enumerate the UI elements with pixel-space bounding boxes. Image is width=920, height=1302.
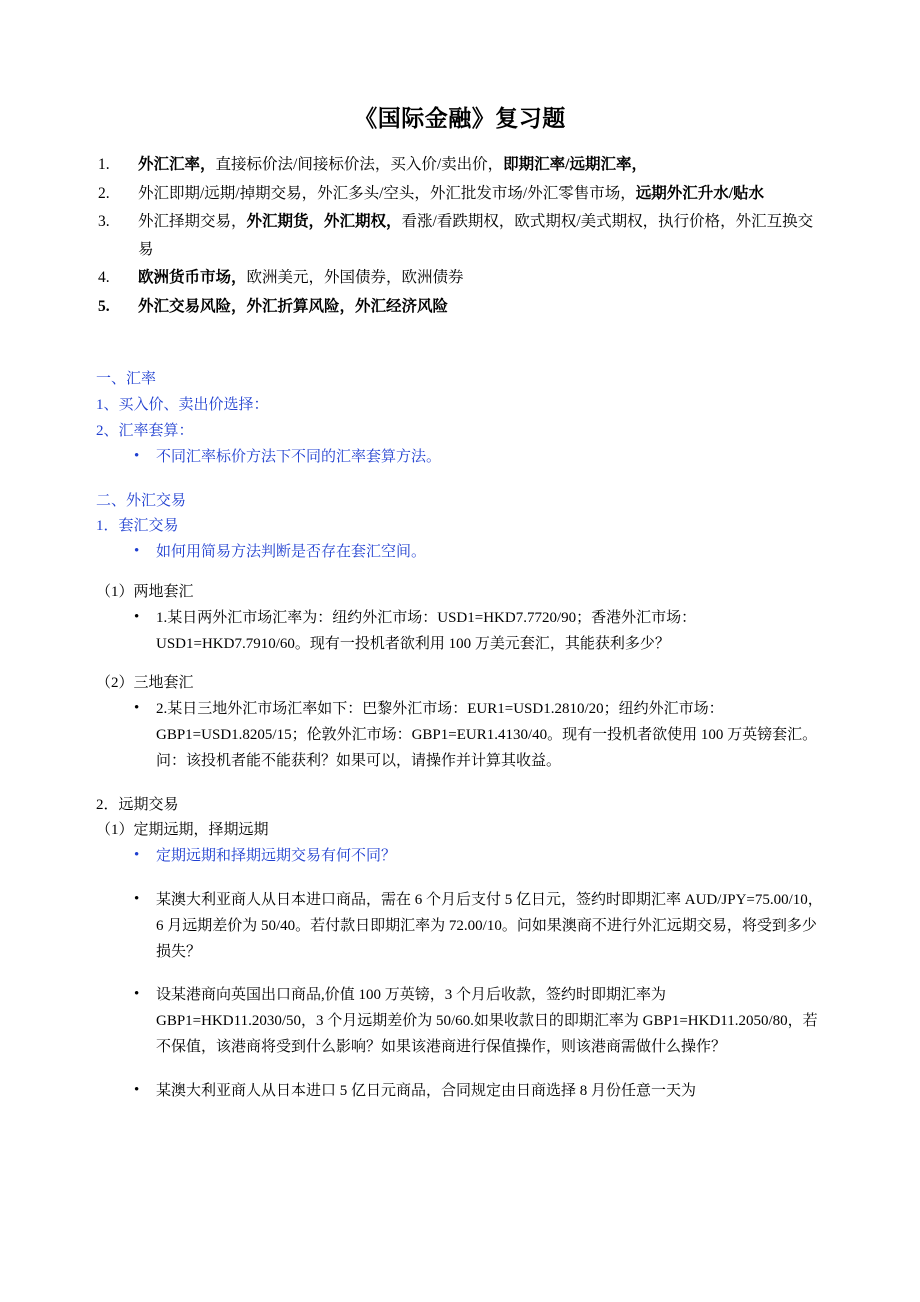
list-item-text: 即期汇率/远期汇率， [503, 156, 647, 173]
list-item-text: 外汇即期/远期/掉期交易，外汇多头/空头，外汇批发市场/外汇零售市场， [138, 184, 636, 202]
section-bullets [96, 445, 824, 471]
list-item: • 如何用简易方法判断是否存在套汇空间。 [96, 540, 824, 566]
question-list [96, 888, 824, 965]
list-item: • 定期远期和择期远期交易有何不同？ [96, 844, 824, 870]
list-item-text: 外汇汇率， [138, 156, 216, 173]
section-heading: 2．远期交易 [96, 796, 179, 813]
list-item-text: 欧洲美元，外国债券，欧洲债券 [246, 269, 464, 287]
list-item: • 某澳大利亚商人从日本进口 5 亿日元商品，合同规定由日商选择 8 月份任意一天为 [96, 1079, 824, 1105]
section-line: （1）定期远期，择期远期 [96, 822, 269, 839]
list-item [96, 180, 824, 208]
list-item: • 不同汇率标价方法下不同的汇率套算方法。 [96, 445, 824, 471]
list-item [96, 264, 824, 292]
list-item-number: 5. [98, 297, 110, 315]
list-item-text: 直接标价法/间接标价法，买入价/卖出价， [215, 156, 504, 173]
section-line: 2、汇率套算： [96, 423, 194, 440]
list-item-text: 欧洲货币市场， [138, 269, 247, 287]
spacer [96, 965, 824, 983]
subsection-two-point-arbitrage [96, 580, 824, 657]
list-item: • 2.某日三地外汇市场汇率如下：巴黎外汇市场：EUR1=USD1.2810/20；纽约外汇市场：GBP1=USD1.8205/15；伦敦外汇市场：GBP1=EUR1.4130/40。现有一投机者欲使用 100 万英镑套汇。问：该投机者能不能获利？如果可以，请操作并计算其收益。 [96, 697, 824, 774]
spacer [96, 321, 824, 367]
section-bullets [96, 844, 824, 870]
list-item: • 1.某日两外汇市场汇率为：纽约外汇市场：USD1=HKD7.7720/90；香港外汇市场：USD1=HKD7.7910/60。现有一投机者欲利用 100 万美元套汇，其能获利多少？ [96, 606, 824, 658]
list-item: • 设某港商向英国出口商品,价值 100 万英镑，3 个月后收款，签约时即期汇率为 GBP1=HKD11.2030/50，3 个月远期差价为 50/60.如果收款日的即期汇率为 GBP1=HKD11.2050/80，若不保值，该港商将受到什么影响？如果该港商进行保值操作，则该港商需做什么操作？ [96, 983, 824, 1060]
list-item-text: 外汇择期交易， [138, 213, 247, 231]
section-line: 1、买入价、卖出价选择： [96, 397, 269, 414]
list-item-number: 1. [98, 156, 110, 173]
list-item-text: 看涨/看跌期权，欧式期权/美式期权，执行价格，外汇互换交易 [138, 213, 814, 258]
list-item-number: 4. [98, 269, 110, 287]
page-title: 《国际金融》复习题 [354, 106, 566, 131]
subsection-label: （1）两地套汇 [96, 584, 194, 601]
section-exchange-rate [96, 367, 824, 470]
list-item-text: 外汇期货，外汇期权， [246, 213, 402, 231]
subsection-items [96, 697, 824, 774]
list-item-number: 3. [98, 213, 110, 231]
subsection-items [96, 606, 824, 658]
spacer [96, 471, 824, 489]
spacer [96, 657, 824, 671]
list-item: • 某澳大利亚商人从日本进口商品，需在 6 个月后支付 5 亿日元，签约时即期汇率 AUD/JPY=75.00/10，6 月远期差价为 50/40。若付款日即期汇率为 72.00/10。问如果澳商不进行外汇远期交易，将受到多少损失？ [96, 888, 824, 965]
section-heading: 一、汇率 [96, 371, 157, 388]
subsection-label: （2）三地套汇 [96, 675, 194, 692]
question-list [96, 983, 824, 1060]
list-item-text: 远期外汇升水/贴水 [635, 184, 765, 202]
section-fx-trading [96, 489, 824, 775]
list-item [96, 293, 824, 321]
section-forward-trading [96, 793, 824, 1105]
list-item [96, 208, 824, 263]
subsection-three-point-arbitrage [96, 671, 824, 774]
key-terms-list [96, 151, 824, 320]
question-list [96, 1079, 824, 1105]
section-bullets [96, 540, 824, 566]
spacer [96, 870, 824, 888]
spacer [96, 566, 824, 580]
section-line: 1．套汇交易 [96, 518, 179, 535]
list-item-text: 外汇交易风险，外汇折算风险，外汇经济风险 [138, 297, 449, 315]
section-heading: 二、外汇交易 [96, 492, 187, 509]
list-item [96, 151, 824, 179]
spacer [96, 1061, 824, 1079]
spacer [96, 775, 824, 793]
list-item-number: 2. [98, 184, 110, 202]
